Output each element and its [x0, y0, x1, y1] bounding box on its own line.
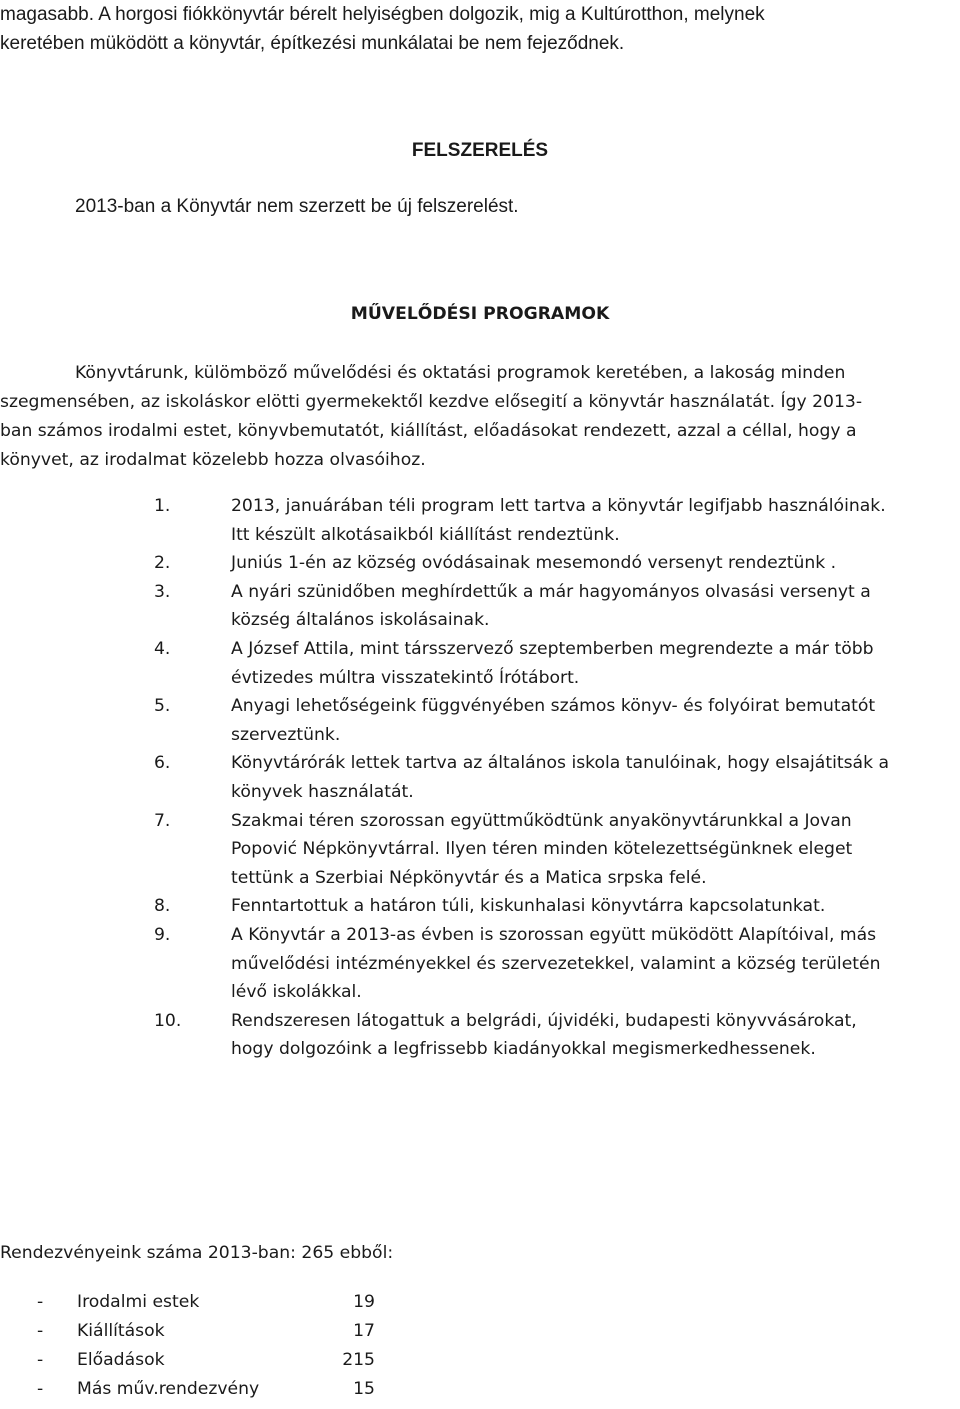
summary-dash: - [37, 1379, 44, 1399]
paragraph-line: szegmensében, az iskoláskor elötti gyermekektől kezdve elősegití a könyvtár használatát. Így 2013- [0, 392, 863, 412]
list-item-line: Fenntartottuk a határon túli, kiskunhalasi könyvtárra kapcsolatunkat. [231, 896, 826, 917]
events-summary-list [0, 1292, 420, 1408]
list-item-number: 4. [154, 638, 171, 659]
summary-count: 15 [353, 1379, 375, 1399]
summary-count: 19 [353, 1292, 375, 1312]
list-item-text [231, 921, 960, 1007]
list-item-line: Juniús 1-én az község ovódásainak mesemondó versenyt rendeztünk . [231, 553, 837, 574]
list-item-line: A József Attila, mint társszervező szeptemberben megrendezte a már több [231, 638, 874, 659]
list-item-number: 10. [154, 1010, 182, 1031]
list-item-line: Szakmai téren szorossan együttműködtünk anyakönyvtárunkkal a Jovan [231, 810, 852, 831]
section-heading-felszereles: FELSZERELÉS [411, 140, 549, 161]
list-item-text [231, 635, 960, 692]
list-item [0, 807, 960, 893]
paragraph-line: könyvet, az irodalmat közelebb hozza olvasóihoz. [0, 450, 426, 470]
list-item-text [231, 749, 960, 806]
list-item-number: 7. [154, 810, 171, 831]
summary-label: Más műv.rendezvény [77, 1379, 260, 1399]
summary-dash: - [37, 1292, 44, 1312]
list-item-line: A nyári szünidőben meghírdettűk a már hagyományos olvasási versenyt a [231, 581, 871, 602]
list-item [0, 549, 960, 578]
list-item-line: Itt készült alkotásaikból kiállítást rendeztünk. [231, 524, 620, 545]
summary-row [0, 1321, 420, 1350]
intro-paragraph [0, 0, 958, 58]
list-item [0, 492, 960, 549]
list-item-line: szerveztünk. [231, 724, 341, 745]
summary-count: 215 [342, 1350, 375, 1370]
list-item [0, 692, 960, 749]
paragraph-line: ban számos irodalmi estet, könyvbemutatót, kiállítást, előadásokat rendezett, azzal a céllal, hogy a [0, 421, 857, 441]
list-item-line: könyvek használatát. [231, 781, 414, 802]
list-item-line: Anyagi lehetőségeink függvényében számos könyv- és folyóirat bemutatót [231, 696, 876, 717]
list-item-line: község általános iskolásainak. [231, 610, 490, 631]
list-item-text [231, 492, 960, 549]
list-item-text [231, 892, 960, 921]
summary-label: Irodalmi estek [77, 1292, 200, 1312]
list-item [0, 635, 960, 692]
list-item-number: 6. [154, 753, 171, 774]
list-item-line: évtizedes múltra visszatekintő Írótábort. [231, 667, 580, 688]
list-item [0, 749, 960, 806]
summary-title: Rendezvényeink száma 2013-ban: 265 ebből: [0, 1243, 394, 1263]
list-item-text [231, 807, 960, 893]
list-item-line: tettünk a Szerbiai Népkönyvtár és a Matica srpska felé. [231, 867, 707, 888]
summary-label: Előadások [77, 1350, 165, 1370]
list-item-number: 1. [154, 496, 171, 516]
list-item-number: 3. [154, 581, 171, 602]
paragraph-line: Könyvtárunk, külömböző művelődési és oktatási programok keretében, a lakoság minden [75, 363, 846, 383]
list-item-number: 8. [154, 896, 171, 917]
intro-line: keretében müködött a könyvtár, építkezési munkálatai be nem fejeződnek. [0, 33, 625, 54]
summary-row [0, 1379, 420, 1408]
summary-dash: - [37, 1350, 44, 1370]
list-item-line: Rendszeresen látogattuk a belgrádi, újvidéki, budapesti könyvvásárokat, [231, 1010, 857, 1031]
list-item-line: hogy dolgozóink a legfrissebb kiadányokkal megismerkedhessenek. [231, 1039, 816, 1060]
list-item-text [231, 692, 960, 749]
list-item-number: 2. [154, 553, 171, 574]
list-item-number: 9. [154, 924, 171, 945]
list-item-line: Könyvtárórák lettek tartva az általános iskola tanulóinak, hogy elsajátitsák a [231, 753, 890, 774]
list-item-text [231, 1007, 960, 1064]
list-item-number: 5. [154, 696, 171, 717]
section-heading-programok: MŰVELŐDÉSI PROGRAMOK [350, 304, 610, 324]
felszereles-text: 2013-ban a Könyvtár nem szerzett be új felszerelést. [75, 196, 519, 217]
list-item-line: A Könyvtár a 2013-as évben is szorossan együtt müködött Alapítóival, más [231, 924, 877, 945]
list-item [0, 921, 960, 1007]
summary-count: 17 [353, 1321, 375, 1341]
intro-line: magasabb. A horgosi fiókkönyvtár bérelt helyiségben dolgozik, mig a Kultúrotthon, melynek [0, 4, 765, 25]
summary-dash: - [37, 1321, 44, 1341]
programs-list [0, 492, 960, 1064]
list-item-text [231, 578, 960, 635]
list-item [0, 892, 960, 921]
list-item [0, 578, 960, 635]
programok-paragraph [0, 359, 960, 475]
list-item-line: Popović Népkönyvtárral. Ilyen téren minden kötelezettségünknek eleget [231, 839, 853, 860]
list-item-text [231, 549, 960, 578]
summary-row [0, 1350, 420, 1379]
summary-label: Kiállítások [77, 1321, 165, 1341]
list-item-line: 2013, januárában téli program lett tartva a könyvtár legifjabb használóinak. [231, 496, 886, 516]
list-item [0, 1007, 960, 1064]
summary-row [0, 1292, 420, 1321]
list-item-line: művelődési intézményekkel és szervezetekkel, valamint a község területén [231, 953, 881, 974]
list-item-line: lévő iskolákkal. [231, 982, 362, 1003]
